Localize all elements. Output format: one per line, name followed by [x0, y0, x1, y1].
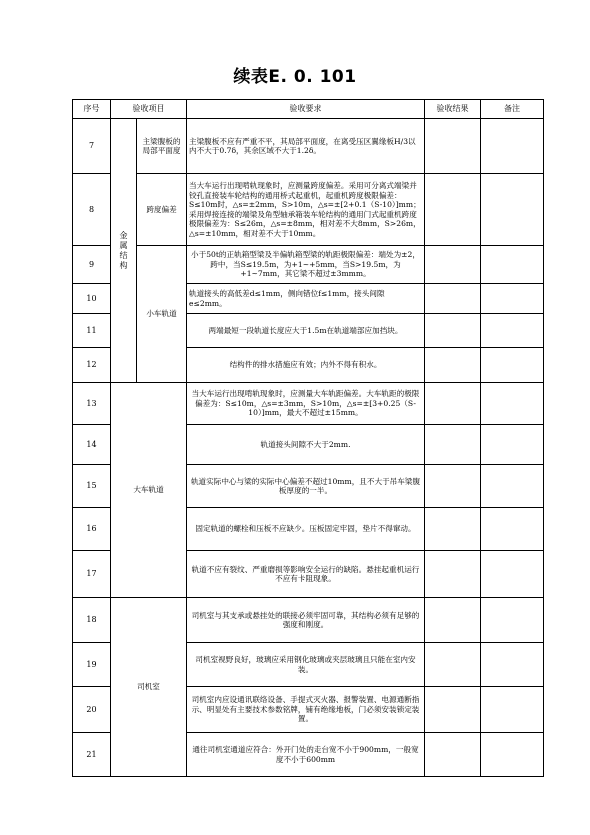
- requirement-cell: 通往司机室通道应符合：外开门处的走台宽不小于900mm，一般宽度不小于600mm: [187, 733, 425, 777]
- result-cell[interactable]: [425, 465, 481, 508]
- header-seq: 序号: [73, 100, 111, 119]
- note-cell[interactable]: [481, 425, 544, 465]
- row-number: 14: [73, 425, 111, 465]
- result-cell[interactable]: [425, 425, 481, 465]
- sub-item: 主梁腹板的局部平面度: [137, 119, 187, 174]
- note-cell[interactable]: [481, 314, 544, 348]
- table-row: [73, 174, 544, 246]
- requirement-cell: 轨道不应有裂纹、严重磨损等影响安全运行的缺陷。悬挂起重机运行不应有卡阻现象。: [187, 551, 425, 598]
- table-row: [73, 246, 544, 284]
- note-cell[interactable]: [481, 733, 544, 777]
- requirement-cell: 主梁腹板不应有严重不平，其局部平面度，在离受压区翼缘板H/3以内不大于0.7δ，其余区域不大于1.2δ。: [187, 119, 425, 174]
- result-cell[interactable]: [425, 551, 481, 598]
- group-metal-structure: [111, 119, 137, 383]
- note-cell[interactable]: [481, 246, 544, 284]
- row-number: 7: [73, 119, 111, 174]
- note-cell[interactable]: [481, 284, 544, 314]
- note-cell[interactable]: [481, 643, 544, 687]
- result-cell[interactable]: [425, 508, 481, 551]
- requirement-cell: 司机室视野良好，玻璃应采用钢化玻璃或夹层玻璃且只能在室内安装。: [187, 643, 425, 687]
- requirement-cell: 轨道接头间隙不大于2mm.: [187, 425, 425, 465]
- row-number: 13: [73, 383, 111, 425]
- row-number: 21: [73, 733, 111, 777]
- result-cell[interactable]: [425, 598, 481, 643]
- row-number: 19: [73, 643, 111, 687]
- note-cell[interactable]: [481, 687, 544, 733]
- result-cell[interactable]: [425, 119, 481, 174]
- header-requirement: 验收要求: [187, 100, 425, 119]
- note-cell[interactable]: [481, 508, 544, 551]
- header-item: 验收项目: [111, 100, 187, 119]
- row-number: 8: [73, 174, 111, 246]
- requirement-cell: 当大车运行出现啃轨现象时，应测量大车轨距偏差。大车轨距的极限偏差为：S≤10m，△s=±3mm，S>10m，△s=±[3+0.25（S-10）]mm，最大不超过±15mm。: [187, 383, 425, 425]
- requirement-cell: 固定轨道的螺栓和压板不应缺少。压板固定牢固，垫片不得窜动。: [187, 508, 425, 551]
- result-cell[interactable]: [425, 314, 481, 348]
- row-number: 11: [73, 314, 111, 348]
- result-cell[interactable]: [425, 246, 481, 284]
- row-number: 20: [73, 687, 111, 733]
- table-row: [73, 383, 544, 425]
- row-number: 15: [73, 465, 111, 508]
- table-row: [73, 119, 544, 174]
- row-number: 9: [73, 246, 111, 284]
- requirement-cell: 两端最短一段轨道长度应大于1.5m在轨道端部应加挡块。: [187, 314, 425, 348]
- result-cell[interactable]: [425, 174, 481, 246]
- requirement-cell: 司机室与其支承或悬挂处的联接必须牢固可靠，其结构必须有足够的强度和刚度。: [187, 598, 425, 643]
- group-cab: 司机室: [111, 598, 187, 777]
- requirement-cell: 当大车运行出现啃轨现象时，应测量跨度偏差。采用可分离式端梁并铰孔直接装车轮结构的通用桥式起重机，起重机跨度极限偏差：S≤10m时，△s=±2mm，S>10m，△s=±[2+0.1（S-10）]mm；采用焊接连接的端梁及角型轴承箱装车轮结构的通用门式起重机跨度极限偏差为：S≤26m，△s=±8mm，相对差不大8mm，S>26m，△s=±10mm，相对差不大于10mm。: [187, 174, 425, 246]
- requirement-cell: 小于50t的正轨箱型梁及半偏轨箱型梁的轨距极限偏差：端处为±2，跨中，当S≤19.5m，为+1~+5mm，当S>19.5m，为+1~7mm，其它梁不超过±3mmm。: [187, 246, 425, 284]
- note-cell[interactable]: [481, 119, 544, 174]
- group-crane-track: 大车轨道: [111, 383, 187, 598]
- group-label: 金属结构: [119, 230, 128, 270]
- note-cell[interactable]: [481, 348, 544, 383]
- header-note: 备注: [481, 100, 544, 119]
- note-cell[interactable]: [481, 383, 544, 425]
- row-number: 18: [73, 598, 111, 643]
- sub-item-trolley-track: 小车轨道: [137, 246, 187, 383]
- note-cell[interactable]: [481, 598, 544, 643]
- note-cell[interactable]: [481, 174, 544, 246]
- header-result: 验收结果: [425, 100, 481, 119]
- header-row: [73, 100, 544, 119]
- requirement-cell: 司机室内应设通讯联络设备、手提式灭火器、报警装置、电源通断指示、明显处有主要技术参数铭牌，铺有绝缘地板，门必须安装锁定装置。: [187, 687, 425, 733]
- requirement-cell: 结构件的排水措施应有效；内外不得有积水。: [187, 348, 425, 383]
- note-cell[interactable]: [481, 551, 544, 598]
- result-cell[interactable]: [425, 733, 481, 777]
- requirement-cell: 轨道接头的高低差d≤1mm，侧向错位f≤1mm，接头间隙e≤2mm。: [187, 284, 425, 314]
- row-number: 12: [73, 348, 111, 383]
- result-cell[interactable]: [425, 643, 481, 687]
- table-row: [73, 598, 544, 643]
- row-number: 16: [73, 508, 111, 551]
- row-number: 10: [73, 284, 111, 314]
- row-number: 17: [73, 551, 111, 598]
- note-cell[interactable]: [481, 465, 544, 508]
- acceptance-table: [72, 99, 544, 777]
- result-cell[interactable]: [425, 284, 481, 314]
- result-cell[interactable]: [425, 348, 481, 383]
- result-cell[interactable]: [425, 383, 481, 425]
- result-cell[interactable]: [425, 687, 481, 733]
- requirement-cell: 轨道实际中心与梁的实际中心偏差不超过10mm，且不大于吊车梁腹板厚度的一半。: [187, 465, 425, 508]
- sub-item: 跨度偏差: [137, 174, 187, 246]
- page-title: 续表E. 0. 101: [233, 67, 357, 87]
